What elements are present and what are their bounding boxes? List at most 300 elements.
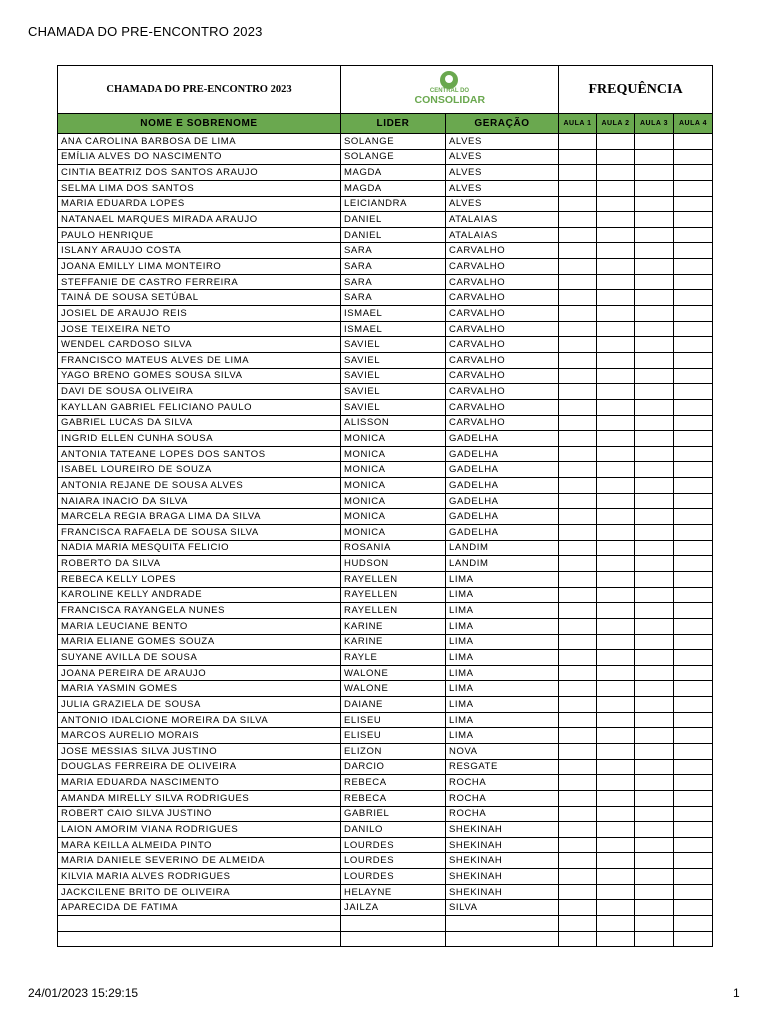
- cell-aula-1: [559, 587, 597, 603]
- cell-aula-2: [597, 618, 635, 634]
- cell-lider: SOLANGE: [341, 134, 446, 150]
- cell-aula-4: [674, 853, 713, 869]
- cell-aula-4: [674, 869, 713, 885]
- cell-geracao: CARVALHO: [446, 399, 559, 415]
- footer-timestamp: 24/01/2023 15:29:15: [28, 986, 139, 1000]
- table-row: [58, 290, 713, 306]
- cell-nome: JOSE MESSIAS SILVA JUSTINO: [58, 743, 341, 759]
- cell-aula-3: [635, 806, 674, 822]
- cell-lider: GABRIEL: [341, 806, 446, 822]
- cell-aula-2: [597, 415, 635, 431]
- cell-lider: MONICA: [341, 446, 446, 462]
- cell-aula-4: [674, 931, 713, 947]
- cell-geracao: LIMA: [446, 712, 559, 728]
- table-row: [58, 665, 713, 681]
- cell-aula-2: [597, 227, 635, 243]
- table-row: [58, 462, 713, 478]
- cell-nome: ANA CAROLINA BARBOSA DE LIMA: [58, 134, 341, 150]
- cell-lider: ELIZON: [341, 743, 446, 759]
- cell-lider: ELISEU: [341, 728, 446, 744]
- cell-nome: CINTIA BEATRIZ DOS SANTOS ARAUJO: [58, 165, 341, 181]
- cell-nome: GABRIEL LUCAS DA SILVA: [58, 415, 341, 431]
- cell-aula-1: [559, 337, 597, 353]
- cell-geracao: CARVALHO: [446, 368, 559, 384]
- cell-geracao: GADELHA: [446, 431, 559, 447]
- cell-aula-2: [597, 931, 635, 947]
- cell-aula-3: [635, 352, 674, 368]
- cell-aula-2: [597, 571, 635, 587]
- cell-aula-4: [674, 321, 713, 337]
- cell-aula-2: [597, 916, 635, 932]
- cell-aula-4: [674, 446, 713, 462]
- table-row: [58, 618, 713, 634]
- cell-aula-3: [635, 775, 674, 791]
- cell-lider: MAGDA: [341, 165, 446, 181]
- cell-nome: DOUGLAS FERREIRA DE OLIVEIRA: [58, 759, 341, 775]
- cell-lider: SAVIEL: [341, 384, 446, 400]
- cell-lider: SARA: [341, 243, 446, 259]
- cell-aula-3: [635, 478, 674, 494]
- cell-aula-3: [635, 743, 674, 759]
- cell-lider: [341, 916, 446, 932]
- cell-nome: EMÍLIA ALVES DO NASCIMENTO: [58, 149, 341, 165]
- cell-aula-1: [559, 900, 597, 916]
- cell-nome: YAGO BRENO GOMES SOUSA SILVA: [58, 368, 341, 384]
- cell-aula-3: [635, 149, 674, 165]
- column-header-aula-4: AULA 4: [674, 114, 713, 134]
- cell-nome: TAINÁ DE SOUSA SETÚBAL: [58, 290, 341, 306]
- cell-aula-3: [635, 634, 674, 650]
- cell-aula-3: [635, 525, 674, 541]
- cell-geracao: CARVALHO: [446, 274, 559, 290]
- cell-geracao: LIMA: [446, 587, 559, 603]
- table-row: [58, 446, 713, 462]
- cell-lider: MAGDA: [341, 180, 446, 196]
- cell-aula-1: [559, 884, 597, 900]
- table-row: [58, 399, 713, 415]
- cell-geracao: LIMA: [446, 634, 559, 650]
- cell-lider: LOURDES: [341, 853, 446, 869]
- cell-aula-3: [635, 337, 674, 353]
- cell-aula-3: [635, 446, 674, 462]
- cell-lider: RAYLE: [341, 650, 446, 666]
- cell-aula-4: [674, 884, 713, 900]
- cell-lider: ALISSON: [341, 415, 446, 431]
- cell-aula-1: [559, 603, 597, 619]
- cell-aula-3: [635, 540, 674, 556]
- cell-lider: REBECA: [341, 790, 446, 806]
- cell-lider: WALONE: [341, 681, 446, 697]
- cell-aula-4: [674, 149, 713, 165]
- cell-aula-4: [674, 916, 713, 932]
- table-row: [58, 697, 713, 713]
- cell-lider: HUDSON: [341, 556, 446, 572]
- cell-nome: FRANCISCA RAYANGELA NUNES: [58, 603, 341, 619]
- cell-geracao: CARVALHO: [446, 337, 559, 353]
- cell-aula-2: [597, 149, 635, 165]
- table-row: [58, 790, 713, 806]
- cell-aula-4: [674, 525, 713, 541]
- logo-line1: CENTRAL DO: [429, 88, 470, 94]
- cell-lider: SARA: [341, 290, 446, 306]
- cell-aula-2: [597, 712, 635, 728]
- cell-aula-2: [597, 384, 635, 400]
- cell-aula-1: [559, 165, 597, 181]
- cell-lider: JAILZA: [341, 900, 446, 916]
- cell-nome: LAION AMORIM VIANA RODRIGUES: [58, 822, 341, 838]
- cell-aula-3: [635, 306, 674, 322]
- table-row: [58, 743, 713, 759]
- cell-geracao: LIMA: [446, 697, 559, 713]
- cell-geracao: LIMA: [446, 650, 559, 666]
- table-row: [58, 916, 713, 932]
- cell-nome: SELMA LIMA DOS SANTOS: [58, 180, 341, 196]
- cell-aula-4: [674, 337, 713, 353]
- cell-aula-2: [597, 212, 635, 228]
- cell-aula-1: [559, 212, 597, 228]
- cell-geracao: LIMA: [446, 571, 559, 587]
- table-row: [58, 931, 713, 947]
- cell-aula-3: [635, 165, 674, 181]
- cell-aula-4: [674, 681, 713, 697]
- cell-aula-3: [635, 603, 674, 619]
- cell-aula-3: [635, 384, 674, 400]
- cell-aula-3: [635, 900, 674, 916]
- cell-aula-3: [635, 509, 674, 525]
- cell-aula-4: [674, 415, 713, 431]
- cell-lider: RAYELLEN: [341, 603, 446, 619]
- cell-aula-1: [559, 259, 597, 275]
- cell-aula-4: [674, 509, 713, 525]
- table-row: [58, 837, 713, 853]
- cell-geracao: NOVA: [446, 743, 559, 759]
- cell-aula-4: [674, 822, 713, 838]
- cell-aula-3: [635, 243, 674, 259]
- cell-aula-1: [559, 306, 597, 322]
- cell-aula-2: [597, 290, 635, 306]
- cell-aula-1: [559, 149, 597, 165]
- cell-aula-4: [674, 900, 713, 916]
- cell-nome: [58, 931, 341, 947]
- table-row: [58, 149, 713, 165]
- table-row: [58, 525, 713, 541]
- title-row: [58, 66, 713, 114]
- cell-nome: REBECA KELLY LOPES: [58, 571, 341, 587]
- table-row: [58, 853, 713, 869]
- cell-lider: SOLANGE: [341, 149, 446, 165]
- table-row: [58, 478, 713, 494]
- cell-geracao: ALVES: [446, 165, 559, 181]
- cell-aula-4: [674, 837, 713, 853]
- cell-aula-2: [597, 587, 635, 603]
- cell-aula-1: [559, 321, 597, 337]
- cell-nome: FRANCISCO MATEUS ALVES DE LIMA: [58, 352, 341, 368]
- cell-aula-2: [597, 196, 635, 212]
- cell-aula-1: [559, 931, 597, 947]
- cell-aula-3: [635, 681, 674, 697]
- cell-aula-1: [559, 712, 597, 728]
- cell-geracao: CARVALHO: [446, 243, 559, 259]
- table-row: [58, 884, 713, 900]
- cell-nome: PAULO HENRIQUE: [58, 227, 341, 243]
- cell-lider: HELAYNE: [341, 884, 446, 900]
- cell-nome: MARCELA REGIA BRAGA LIMA DA SILVA: [58, 509, 341, 525]
- cell-aula-2: [597, 243, 635, 259]
- cell-lider: SARA: [341, 274, 446, 290]
- cell-geracao: ATALAIAS: [446, 227, 559, 243]
- cell-aula-2: [597, 884, 635, 900]
- cell-aula-2: [597, 556, 635, 572]
- cell-aula-2: [597, 900, 635, 916]
- cell-aula-1: [559, 790, 597, 806]
- cell-aula-4: [674, 587, 713, 603]
- cell-geracao: GADELHA: [446, 493, 559, 509]
- cell-lider: RAYELLEN: [341, 587, 446, 603]
- cell-geracao: CARVALHO: [446, 415, 559, 431]
- cell-aula-1: [559, 853, 597, 869]
- cell-aula-1: [559, 431, 597, 447]
- cell-nome: NATANAEL MARQUES MIRADA ARAUJO: [58, 212, 341, 228]
- cell-aula-4: [674, 290, 713, 306]
- cell-aula-1: [559, 415, 597, 431]
- page-header: CHAMADA DO PRE-ENCONTRO 2023: [28, 24, 263, 39]
- cell-aula-3: [635, 697, 674, 713]
- cell-nome: AMANDA MIRELLY SILVA RODRIGUES: [58, 790, 341, 806]
- cell-geracao: ROCHA: [446, 790, 559, 806]
- cell-aula-4: [674, 368, 713, 384]
- page-number: 1: [733, 986, 740, 1000]
- cell-geracao: SHEKINAH: [446, 884, 559, 900]
- cell-aula-4: [674, 790, 713, 806]
- cell-lider: KARINE: [341, 618, 446, 634]
- cell-lider: SAVIEL: [341, 352, 446, 368]
- table-row: [58, 540, 713, 556]
- cell-aula-1: [559, 775, 597, 791]
- cell-geracao: [446, 916, 559, 932]
- cell-geracao: CARVALHO: [446, 384, 559, 400]
- cell-aula-2: [597, 431, 635, 447]
- table-row: [58, 243, 713, 259]
- cell-nome: ROBERTO DA SILVA: [58, 556, 341, 572]
- cell-geracao: [446, 931, 559, 947]
- cell-aula-3: [635, 822, 674, 838]
- cell-aula-2: [597, 837, 635, 853]
- cell-nome: ROBERT CAIO SILVA JUSTINO: [58, 806, 341, 822]
- cell-aula-1: [559, 618, 597, 634]
- cell-geracao: LANDIM: [446, 556, 559, 572]
- cell-geracao: CARVALHO: [446, 306, 559, 322]
- table-row: [58, 900, 713, 916]
- cell-geracao: GADELHA: [446, 509, 559, 525]
- cell-nome: NAIARA INACIO DA SILVA: [58, 493, 341, 509]
- cell-geracao: SHEKINAH: [446, 822, 559, 838]
- cell-geracao: LIMA: [446, 681, 559, 697]
- cell-aula-3: [635, 180, 674, 196]
- cell-lider: DARCIO: [341, 759, 446, 775]
- table-row: [58, 227, 713, 243]
- cell-aula-3: [635, 399, 674, 415]
- cell-nome: ANTONIA TATEANE LOPES DOS SANTOS: [58, 446, 341, 462]
- cell-aula-4: [674, 712, 713, 728]
- table-row: [58, 556, 713, 572]
- cell-nome: JOANA PEREIRA DE ARAUJO: [58, 665, 341, 681]
- cell-geracao: ALVES: [446, 149, 559, 165]
- cell-aula-2: [597, 446, 635, 462]
- cell-aula-1: [559, 384, 597, 400]
- cell-aula-4: [674, 462, 713, 478]
- cell-aula-1: [559, 759, 597, 775]
- cell-aula-1: [559, 837, 597, 853]
- cell-lider: LOURDES: [341, 837, 446, 853]
- logo-emblem-icon: [440, 71, 458, 89]
- cell-aula-3: [635, 618, 674, 634]
- cell-nome: NADIA MARIA MESQUITA FELICIO: [58, 540, 341, 556]
- cell-aula-2: [597, 743, 635, 759]
- cell-aula-2: [597, 853, 635, 869]
- cell-aula-1: [559, 180, 597, 196]
- cell-lider: DANIEL: [341, 227, 446, 243]
- cell-geracao: ALVES: [446, 134, 559, 150]
- cell-geracao: LIMA: [446, 618, 559, 634]
- cell-geracao: LIMA: [446, 603, 559, 619]
- table-row: [58, 806, 713, 822]
- cell-lider: LEICIANDRA: [341, 196, 446, 212]
- cell-aula-1: [559, 634, 597, 650]
- cell-aula-2: [597, 728, 635, 744]
- table-row: [58, 384, 713, 400]
- cell-aula-4: [674, 697, 713, 713]
- table-row: [58, 869, 713, 885]
- table-row: [58, 337, 713, 353]
- cell-aula-4: [674, 665, 713, 681]
- cell-aula-3: [635, 368, 674, 384]
- cell-aula-1: [559, 368, 597, 384]
- column-header-aula-1: AULA 1: [559, 114, 597, 134]
- cell-nome: MARIA EDUARDA LOPES: [58, 196, 341, 212]
- attendance-sheet: [57, 65, 713, 947]
- table-row: [58, 822, 713, 838]
- cell-geracao: ROCHA: [446, 806, 559, 822]
- table-row: [58, 306, 713, 322]
- cell-aula-4: [674, 650, 713, 666]
- cell-aula-2: [597, 337, 635, 353]
- table-row: [58, 259, 713, 275]
- cell-lider: SAVIEL: [341, 399, 446, 415]
- table-row: [58, 587, 713, 603]
- cell-aula-2: [597, 634, 635, 650]
- cell-aula-2: [597, 352, 635, 368]
- cell-geracao: GADELHA: [446, 446, 559, 462]
- cell-lider: SAVIEL: [341, 337, 446, 353]
- cell-nome: ISABEL LOUREIRO DE SOUZA: [58, 462, 341, 478]
- cell-lider: MONICA: [341, 431, 446, 447]
- central-do-consolidar-logo: [415, 67, 485, 107]
- table-row: [58, 603, 713, 619]
- cell-aula-2: [597, 697, 635, 713]
- table-row: [58, 212, 713, 228]
- cell-aula-1: [559, 509, 597, 525]
- cell-aula-4: [674, 227, 713, 243]
- cell-aula-2: [597, 180, 635, 196]
- cell-aula-2: [597, 681, 635, 697]
- column-header-row: [58, 114, 713, 134]
- cell-aula-4: [674, 743, 713, 759]
- cell-geracao: SHEKINAH: [446, 853, 559, 869]
- cell-aula-3: [635, 227, 674, 243]
- table-row: [58, 728, 713, 744]
- cell-aula-3: [635, 916, 674, 932]
- cell-nome: APARECIDA DE FATIMA: [58, 900, 341, 916]
- cell-aula-2: [597, 165, 635, 181]
- cell-aula-3: [635, 321, 674, 337]
- cell-aula-2: [597, 775, 635, 791]
- table-row: [58, 352, 713, 368]
- column-header-lider: LIDER: [341, 114, 446, 134]
- cell-nome: KAYLLAN GABRIEL FELICIANO PAULO: [58, 399, 341, 415]
- cell-aula-2: [597, 525, 635, 541]
- table-row: [58, 415, 713, 431]
- cell-aula-4: [674, 540, 713, 556]
- table-row: [58, 681, 713, 697]
- cell-nome: MARA KEILLA ALMEIDA PINTO: [58, 837, 341, 853]
- cell-geracao: RESGATE: [446, 759, 559, 775]
- cell-aula-3: [635, 290, 674, 306]
- cell-nome: [58, 916, 341, 932]
- cell-aula-1: [559, 571, 597, 587]
- cell-aula-2: [597, 493, 635, 509]
- cell-aula-2: [597, 665, 635, 681]
- cell-aula-1: [559, 227, 597, 243]
- cell-nome: JOSIEL DE ARAUJO REIS: [58, 306, 341, 322]
- cell-geracao: CARVALHO: [446, 321, 559, 337]
- cell-aula-2: [597, 509, 635, 525]
- cell-aula-3: [635, 571, 674, 587]
- cell-nome: MARIA EDUARDA NASCIMENTO: [58, 775, 341, 791]
- cell-aula-3: [635, 587, 674, 603]
- cell-aula-4: [674, 806, 713, 822]
- cell-aula-1: [559, 556, 597, 572]
- cell-aula-4: [674, 212, 713, 228]
- cell-lider: ISMAEL: [341, 306, 446, 322]
- cell-aula-1: [559, 196, 597, 212]
- cell-nome: JOANA EMILLY LIMA MONTEIRO: [58, 259, 341, 275]
- sheet-title: CHAMADA DO PRE-ENCONTRO 2023: [58, 66, 341, 114]
- table-row: [58, 712, 713, 728]
- cell-geracao: GADELHA: [446, 462, 559, 478]
- cell-lider: KARINE: [341, 634, 446, 650]
- cell-aula-2: [597, 306, 635, 322]
- cell-geracao: SILVA: [446, 900, 559, 916]
- cell-aula-3: [635, 665, 674, 681]
- table-row: [58, 134, 713, 150]
- cell-aula-1: [559, 243, 597, 259]
- cell-geracao: LIMA: [446, 728, 559, 744]
- cell-aula-4: [674, 274, 713, 290]
- cell-aula-3: [635, 650, 674, 666]
- cell-nome: SUYANE AVILLA DE SOUSA: [58, 650, 341, 666]
- column-header-geracao: GERAÇÃO: [446, 114, 559, 134]
- cell-aula-4: [674, 399, 713, 415]
- table-row: [58, 775, 713, 791]
- cell-aula-4: [674, 478, 713, 494]
- cell-aula-1: [559, 681, 597, 697]
- cell-nome: INGRID ELLEN CUNHA SOUSA: [58, 431, 341, 447]
- cell-aula-3: [635, 869, 674, 885]
- cell-aula-3: [635, 212, 674, 228]
- cell-aula-2: [597, 822, 635, 838]
- logo-line2: CONSOLIDAR: [414, 94, 486, 106]
- logo-cell: [341, 66, 559, 114]
